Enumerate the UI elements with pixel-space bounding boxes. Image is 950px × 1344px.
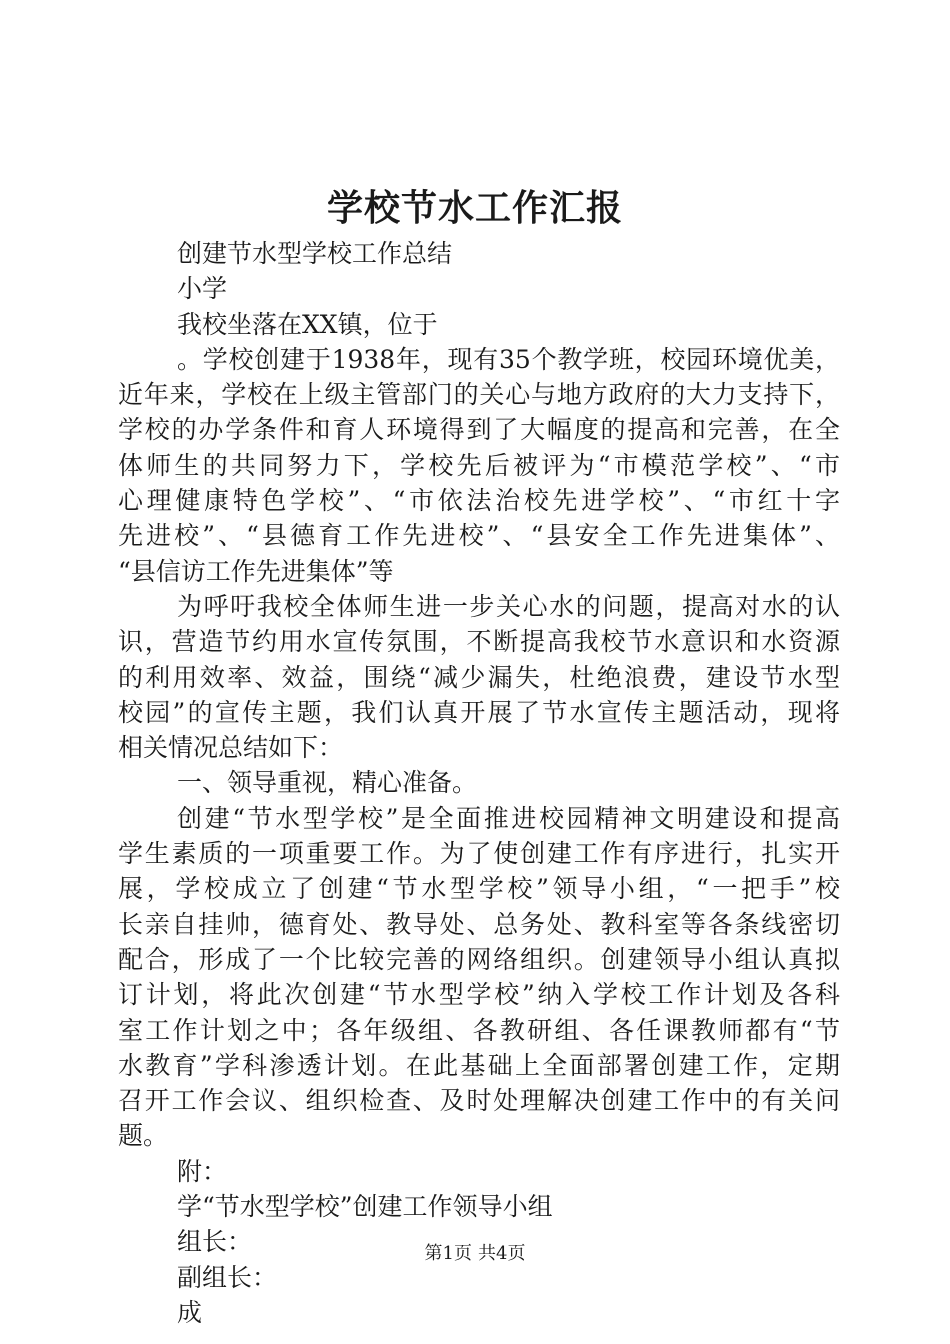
paragraph-line: 小学 [177,274,228,304]
paragraph-line: 召开工作会议、组织检查、及时处理解决创建工作中的有关问 [118,1086,840,1116]
paragraph-line: 近年来，学校在上级主管部门的关心与地方政府的大力支持下， [118,380,840,410]
paragraph-line: 。学校创建于1938年，现有35个教学班，校园环境优美， [177,344,840,374]
page-number: 第1页 [424,1243,472,1264]
paragraph-line: 我校坐落在XX镇，位于 [177,309,438,339]
page-footer [0,1242,950,1266]
paragraph-line: 创建“节水型学校”是全面推进校园精神文明建设和提高 [177,803,840,833]
section-heading: 一、领导重视，精心准备。 [177,768,478,798]
deputy-leader-label: 副组长： [177,1262,278,1292]
paragraph-line: 学生素质的一项重要工作。为了使创建工作有序进行，扎实开 [118,839,840,869]
paragraph-line: “县信访工作先进集体”等 [118,556,394,586]
paragraph-line: 展，学校成立了创建“节水型学校”领导小组，“一把手”校 [118,874,840,904]
document-body [118,236,840,1330]
appendix-heading: 学“节水型学校”创建工作领导小组 [177,1192,553,1222]
leader-label: 组长： [177,1227,253,1257]
paragraph-line: 为呼吁我校全体师生进一步关心水的问题，提高对水的认 [177,591,840,621]
paragraph-line: 心理健康特色学校”、“市依法治校先进学校”、“市红十字 [118,486,840,516]
paragraph-line: 识，营造节约用水宣传氛围，不断提高我校节水意识和水资源 [118,627,840,657]
paragraph-line: 学校的办学条件和育人环境得到了大幅度的提高和完善，在全 [118,415,840,445]
appendix-label: 附： [177,1156,228,1186]
paragraph-line: 室工作计划之中；各年级组、各教研组、各任课教师都有“节 [118,1015,840,1045]
paragraph-line: 先进校”、“县德育工作先进校”、“县安全工作先进集体”、 [118,521,840,551]
paragraph-line: 题。 [118,1121,169,1151]
paragraph-line: 创建节水型学校工作总结 [177,239,453,268]
paragraph-line: 校园”的宣传主题，我们认真开展了节水宣传主题活动，现将 [118,697,840,727]
paragraph-line: 体师生的共同努力下，学校先后被评为“市模范学校”、“市 [118,450,840,480]
paragraph-line: 水教育”学科渗透计划。在此基础上全面部署创建工作，定期 [118,1050,840,1080]
paragraph-line: 长亲自挂帅，德育处、教导处、总务处、教科室等各条线密切 [118,909,840,939]
page-total: 共4页 [478,1243,526,1264]
paragraph-line: 配合，形成了一个比较完善的网络组织。创建领导小组认真拟 [118,944,840,974]
document-title: 学校节水工作汇报 [326,187,623,229]
member-label: 成 [177,1297,203,1327]
paragraph-line: 相关情况总结如下： [118,733,344,763]
paragraph-line: 的利用效率、效益，围绕“减少漏失，杜绝浪费，建设节水型 [118,662,840,692]
paragraph-line: 订计划，将此次创建“节水型学校”纳入学校工作计划及各科 [118,980,840,1010]
